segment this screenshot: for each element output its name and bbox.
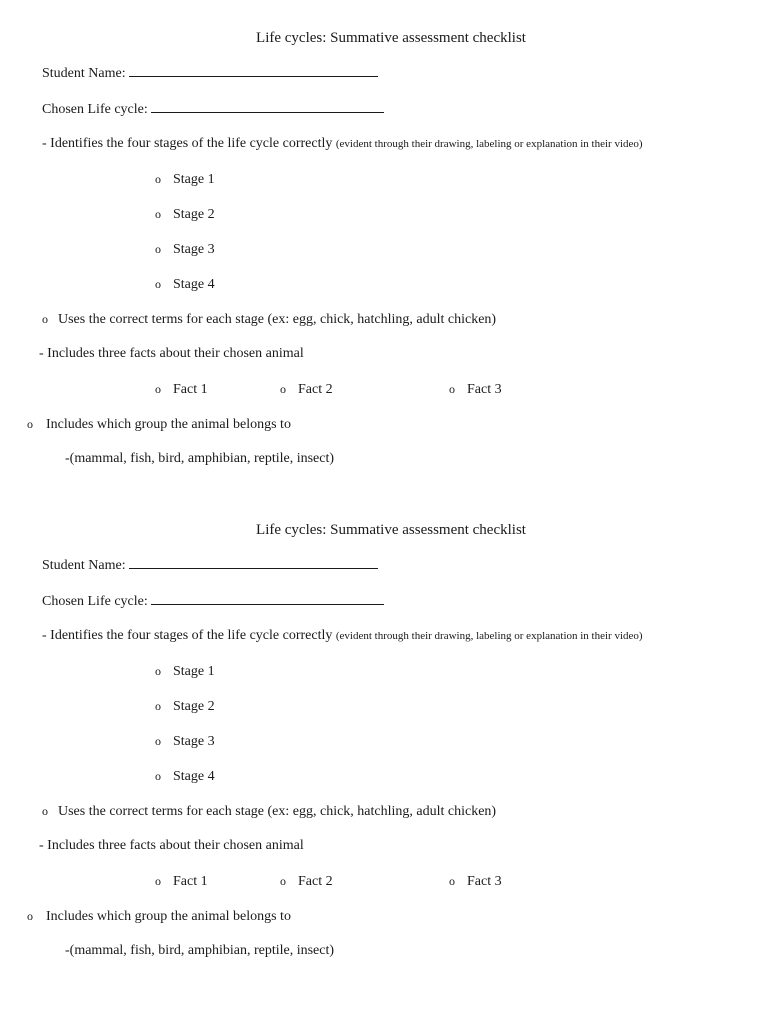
stage-item xyxy=(155,767,215,786)
bullet: o xyxy=(155,207,161,221)
stage-label: Stage 3 xyxy=(173,242,215,257)
correct-terms-text: Uses the correct terms for each stage (ex: egg, chick, hatchling, adult chicken) xyxy=(58,312,497,327)
fact-item xyxy=(280,872,333,891)
bullet: o xyxy=(155,242,161,256)
fact-label: Fact 2 xyxy=(298,874,333,889)
fact-label: Fact 1 xyxy=(173,382,208,397)
stage-label: Stage 4 xyxy=(173,769,215,784)
stage-label: Stage 3 xyxy=(173,734,215,749)
correct-terms-text: Uses the correct terms for each stage (ex: egg, chick, hatchling, adult chicken) xyxy=(58,804,497,819)
identify-stages-note: (evident through their drawing, labeling or explanation in their video) xyxy=(335,630,643,642)
bullet: o xyxy=(155,172,161,186)
student-name-field xyxy=(42,556,378,575)
bullet: o xyxy=(155,277,161,291)
group-item xyxy=(27,907,291,926)
chosen-life-cycle-field xyxy=(42,592,384,611)
bullet: o xyxy=(155,874,161,888)
bullet: o xyxy=(449,874,455,888)
stage-item xyxy=(155,697,215,716)
stage-item xyxy=(155,170,215,189)
stage-label: Stage 2 xyxy=(173,699,215,714)
fact-label: Fact 3 xyxy=(467,874,502,889)
bullet: o xyxy=(449,382,455,396)
group-item xyxy=(27,415,291,434)
stage-label: Stage 1 xyxy=(173,172,215,187)
identify-stages-note: (evident through their drawing, labeling or explanation in their video) xyxy=(335,138,643,150)
bullet: o xyxy=(155,382,161,396)
stage-label: Stage 1 xyxy=(173,664,215,679)
chosen-life-cycle-blank xyxy=(151,100,384,113)
identify-stages-item xyxy=(42,627,643,645)
group-text: Includes which group the animal belongs to xyxy=(46,417,291,432)
chosen-life-cycle-label: Chosen Life cycle: xyxy=(42,594,148,609)
groups-list: -(mammal, fish, bird, amphibian, reptile, insect) xyxy=(65,451,335,466)
checklist-2 xyxy=(0,492,768,972)
facts-text: - Includes three facts about their chosen animal xyxy=(39,838,304,853)
fact-item xyxy=(155,380,208,399)
student-name-blank xyxy=(129,556,378,569)
stage-item xyxy=(155,662,215,681)
identify-stages-text: - Identifies the four stages of the life cycle correctly xyxy=(42,628,333,643)
stage-label: Stage 2 xyxy=(173,207,215,222)
bullet: o xyxy=(155,664,161,678)
identify-stages-item xyxy=(42,135,643,153)
groups-list: -(mammal, fish, bird, amphibian, reptile, insect) xyxy=(65,943,335,958)
stage-item xyxy=(155,240,215,259)
bullet: o xyxy=(42,804,48,818)
bullet: o xyxy=(155,769,161,783)
correct-terms-item xyxy=(42,310,496,329)
bullet: o xyxy=(27,417,33,431)
stage-item xyxy=(155,205,215,224)
fact-item xyxy=(155,872,208,891)
correct-terms-item xyxy=(42,802,496,821)
stage-label: Stage 4 xyxy=(173,277,215,292)
fact-label: Fact 1 xyxy=(173,874,208,889)
bullet: o xyxy=(155,734,161,748)
facts-text: - Includes three facts about their chosen animal xyxy=(39,346,304,361)
bullet: o xyxy=(27,909,33,923)
student-name-blank xyxy=(129,64,378,77)
bullet: o xyxy=(155,699,161,713)
fact-item xyxy=(449,380,502,399)
chosen-life-cycle-field xyxy=(42,100,384,119)
fact-label: Fact 2 xyxy=(298,382,333,397)
identify-stages-text: - Identifies the four stages of the life cycle correctly xyxy=(42,136,333,151)
fact-item xyxy=(280,380,333,399)
fact-label: Fact 3 xyxy=(467,382,502,397)
fact-item xyxy=(449,872,502,891)
checklist-title: Life cycles: Summative assessment checklist xyxy=(256,522,526,538)
group-text: Includes which group the animal belongs to xyxy=(46,909,291,924)
checklist-title: Life cycles: Summative assessment checklist xyxy=(256,30,526,46)
chosen-life-cycle-blank xyxy=(151,592,384,605)
bullet: o xyxy=(280,382,286,396)
stage-item xyxy=(155,732,215,751)
student-name-label: Student Name: xyxy=(42,558,126,573)
student-name-field xyxy=(42,64,378,83)
student-name-label: Student Name: xyxy=(42,66,126,81)
chosen-life-cycle-label: Chosen Life cycle: xyxy=(42,102,148,117)
stage-item xyxy=(155,275,215,294)
checklist-1 xyxy=(0,0,768,480)
bullet: o xyxy=(42,312,48,326)
bullet: o xyxy=(280,874,286,888)
